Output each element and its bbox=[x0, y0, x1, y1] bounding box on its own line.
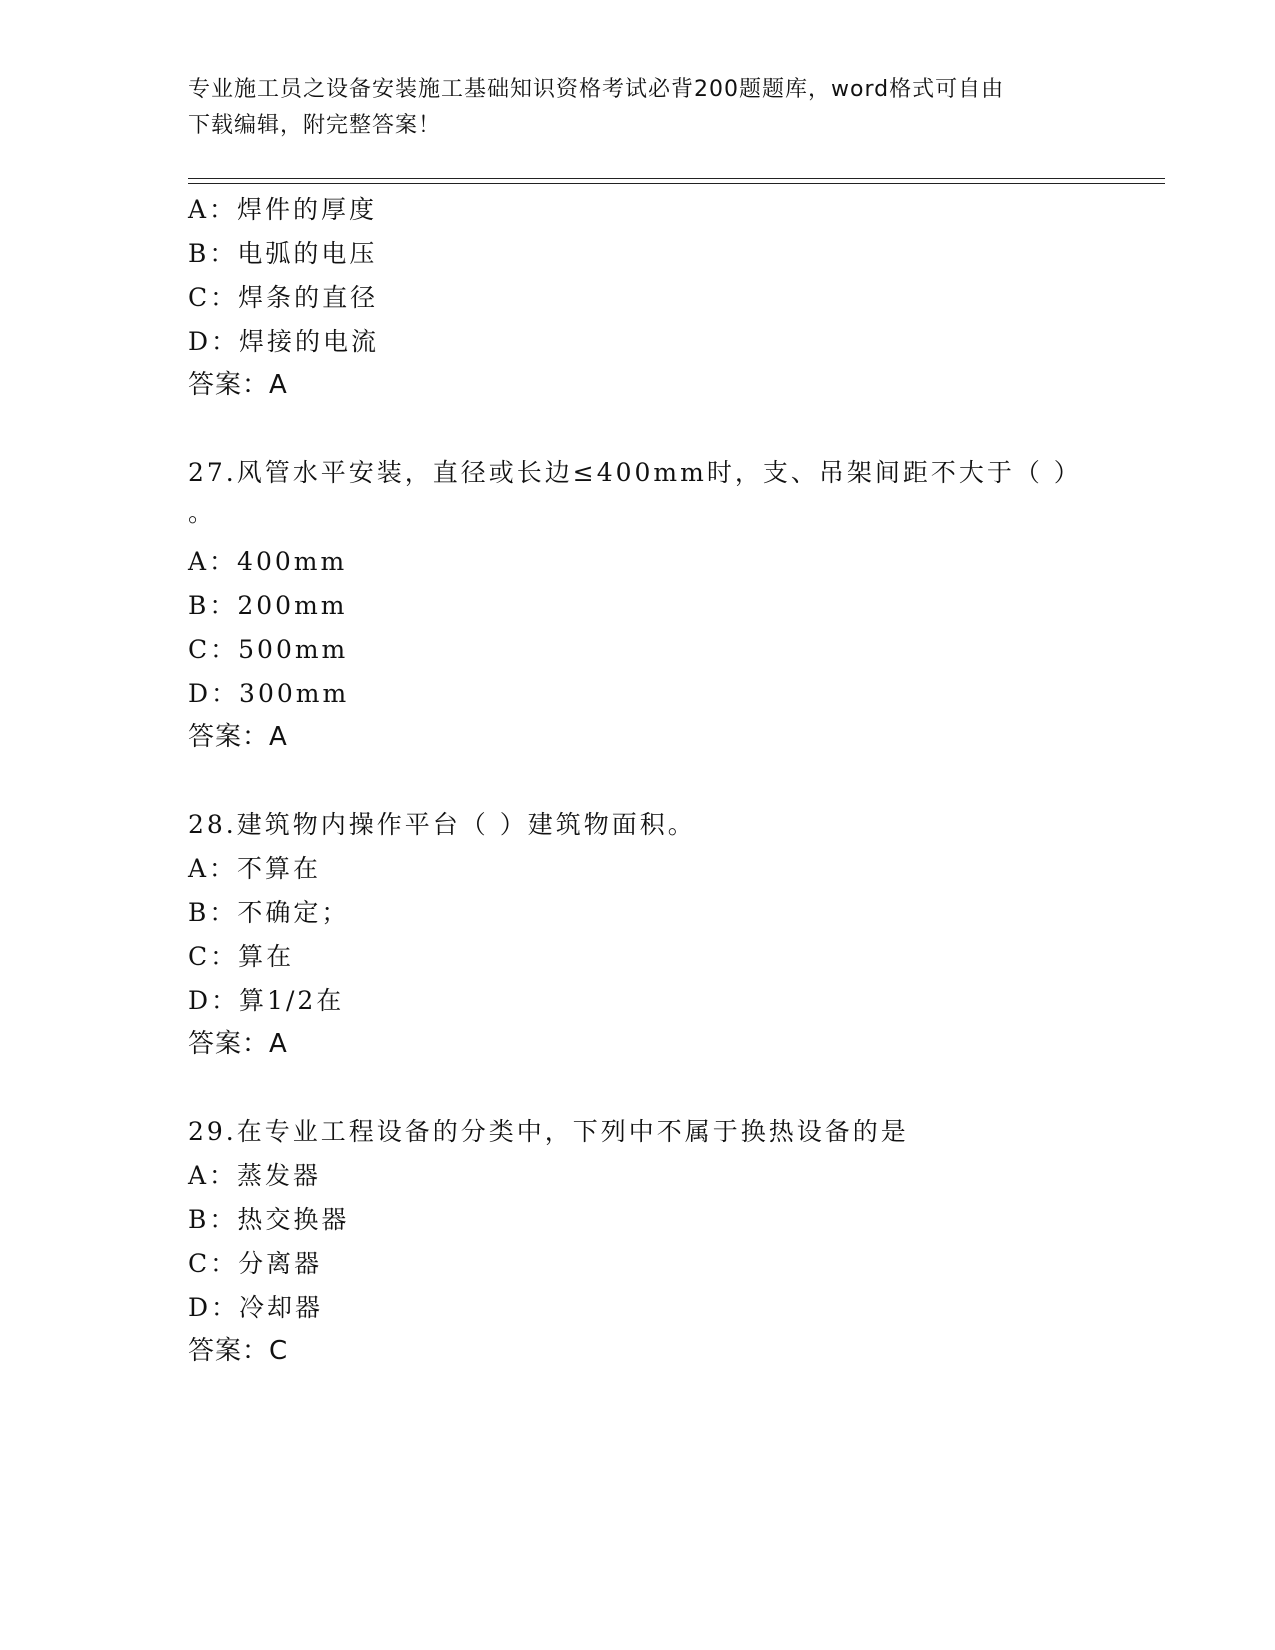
option-a: A：蒸发器 bbox=[188, 1161, 322, 1190]
option-a: A：不算在 bbox=[188, 854, 322, 883]
option-b: B：热交换器 bbox=[188, 1205, 350, 1234]
option-c: C：分离器 bbox=[188, 1249, 323, 1278]
option-c: C：焊条的直径 bbox=[188, 283, 379, 312]
document-header bbox=[188, 72, 1088, 144]
option-c: C：算在 bbox=[188, 942, 295, 971]
option-d: D：冷却器 bbox=[188, 1293, 324, 1322]
answer-line: 答案：C bbox=[188, 1336, 289, 1366]
answer-line: 答案：A bbox=[188, 370, 288, 400]
option-d: D：算1/2在 bbox=[188, 986, 345, 1015]
answer-line: 答案：A bbox=[188, 1029, 288, 1059]
question-text: 27.风管水平安装，直径或长边≤400mm时，支、吊架间距不大于（ ） bbox=[188, 458, 1082, 487]
option-d: D：300mm bbox=[188, 679, 350, 708]
option-a: A：焊件的厚度 bbox=[188, 195, 378, 224]
question-text: 29.在专业工程设备的分类中，下列中不属于换热设备的是 bbox=[188, 1117, 909, 1146]
header-divider-bottom bbox=[188, 183, 1165, 184]
question-text: 28.建筑物内操作平台（ ）建筑物面积。 bbox=[188, 810, 696, 839]
option-b: B：200mm bbox=[188, 591, 348, 620]
header-divider-top bbox=[188, 178, 1165, 179]
header-line-1: 专业施工员之设备安装施工基础知识资格考试必背200题题库，word格式可自由 bbox=[188, 77, 1005, 102]
option-a: A：400mm bbox=[188, 547, 348, 576]
answer-line: 答案：A bbox=[188, 722, 288, 752]
option-c: C：500mm bbox=[188, 635, 349, 664]
option-d: D：焊接的电流 bbox=[188, 327, 380, 356]
header-line-2: 下载编辑，附完整答案！ bbox=[188, 113, 442, 138]
question-text-continued: 。 bbox=[188, 498, 217, 527]
option-b: B：电弧的电压 bbox=[188, 239, 378, 268]
option-b: B：不确定； bbox=[188, 898, 350, 927]
